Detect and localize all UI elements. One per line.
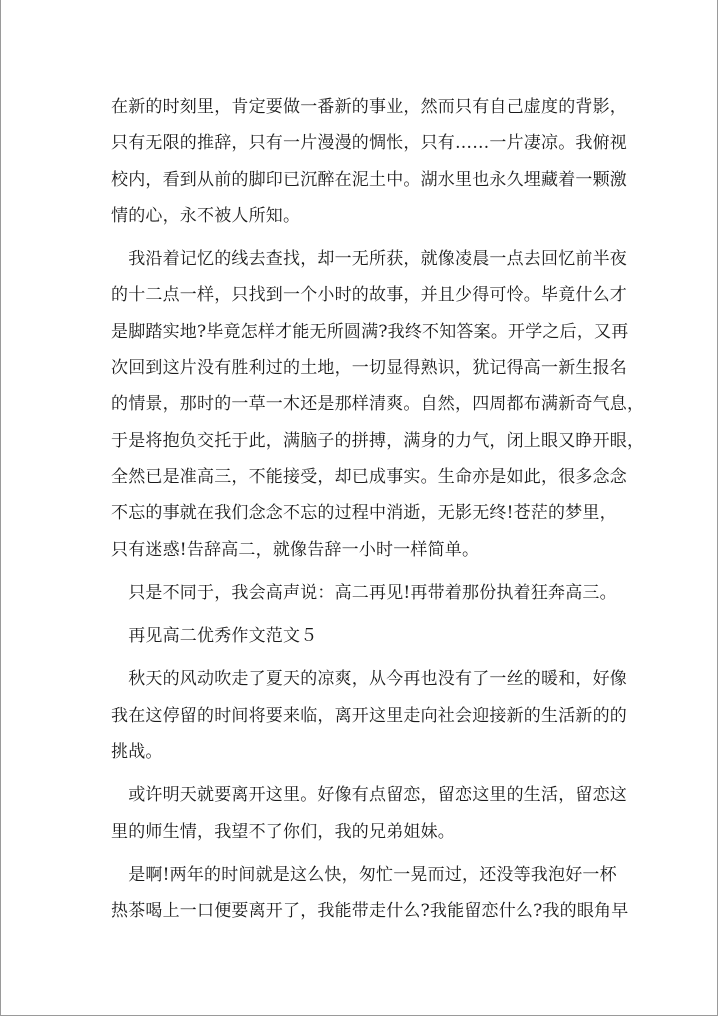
text-line: 次回到这片没有胜利过的土地，一切显得熟识，犹记得高一新生报名 bbox=[111, 358, 627, 379]
text-line: 或许明天就要离开这里。好像有点留恋，留恋这里的生活，留恋这 bbox=[111, 785, 627, 806]
paragraph-gap bbox=[111, 234, 611, 241]
text-line: 全然已是准高三，不能接受，却已成事实。生命亦是如此，很多念念 bbox=[111, 466, 627, 487]
paragraph bbox=[111, 857, 629, 930]
text-line: 只是不同于，我会高声说：高二再见!再带着那份执着狂奔高三。 bbox=[111, 582, 617, 603]
paragraph bbox=[111, 575, 617, 611]
text-line: 我沿着记忆的线去查找，却一无所获，就像凌晨一点去回忆前半夜 bbox=[111, 249, 627, 270]
text-line: 我在这停留的时间将要来临，离开这里走向社会迎接新的生活新的的 bbox=[111, 705, 627, 726]
paragraph bbox=[111, 241, 645, 568]
text-line: 只有迷惑!告辞高二，就像告辞一小时一样简单。 bbox=[111, 539, 480, 560]
text-line: 热茶喝上一口便要离开了，我能带走什么?我能留恋什么?我的眼角早 bbox=[111, 901, 629, 922]
paragraph-gap bbox=[111, 654, 611, 661]
text-line: 是啊!两年的时间就是这么快，匆忙一晃而过，还没等我泡好一杯 bbox=[111, 864, 617, 885]
text-line: 在新的时刻里，肯定要做一番新的事业，然而只有自己虚度的背影， bbox=[111, 97, 627, 117]
text-line: 的情景，那时的一草一木还是那样清爽。自然，四周都布满新奇气息， bbox=[111, 394, 645, 415]
text-line: 不忘的事就在我们念念不忘的过程中消逝，无影无终!苍茫的梦里， bbox=[111, 503, 617, 524]
text-line: 挑战。 bbox=[111, 742, 163, 763]
text-line: 里的师生情，我望不了你们，我的兄弟姐妹。 bbox=[111, 821, 455, 842]
text-line: 是脚踏实地?毕竟怎样才能无所圆满?我终不知答案。开学之后，又再 bbox=[111, 321, 629, 342]
text-line: 情的心，永不被人所知。 bbox=[111, 205, 301, 226]
paragraph-gap bbox=[111, 850, 611, 857]
paragraph-gap bbox=[111, 770, 611, 777]
paragraph-gap bbox=[111, 568, 611, 575]
paragraph-gap bbox=[111, 611, 611, 618]
text-line: 只有无限的推辞，只有一片漫漫的惆怅，只有……一片凄凉。我俯视 bbox=[111, 133, 627, 154]
document-body bbox=[111, 89, 645, 930]
paragraph bbox=[111, 777, 627, 850]
text-line: 的十二点一样，只找到一个小时的故事，并且少得可怜。毕竟什么才 bbox=[111, 285, 627, 306]
text-line: 秋天的风动吹走了夏天的凉爽，从今再也没有了一丝的暖和，好像 bbox=[111, 669, 627, 690]
text-line: 再见高二优秀作文范文５ bbox=[111, 626, 318, 647]
text-line: 于是将抱负交托于此，满脑子的拼搏，满身的力气，闭上眼又睁开眼， bbox=[111, 430, 645, 451]
paragraph bbox=[111, 618, 611, 654]
paragraph bbox=[111, 661, 627, 770]
text-line: 校内，看到从前的脚印已沉醉在泥土中。湖水里也永久埋藏着一颗激 bbox=[111, 169, 627, 190]
paragraph bbox=[111, 89, 627, 234]
